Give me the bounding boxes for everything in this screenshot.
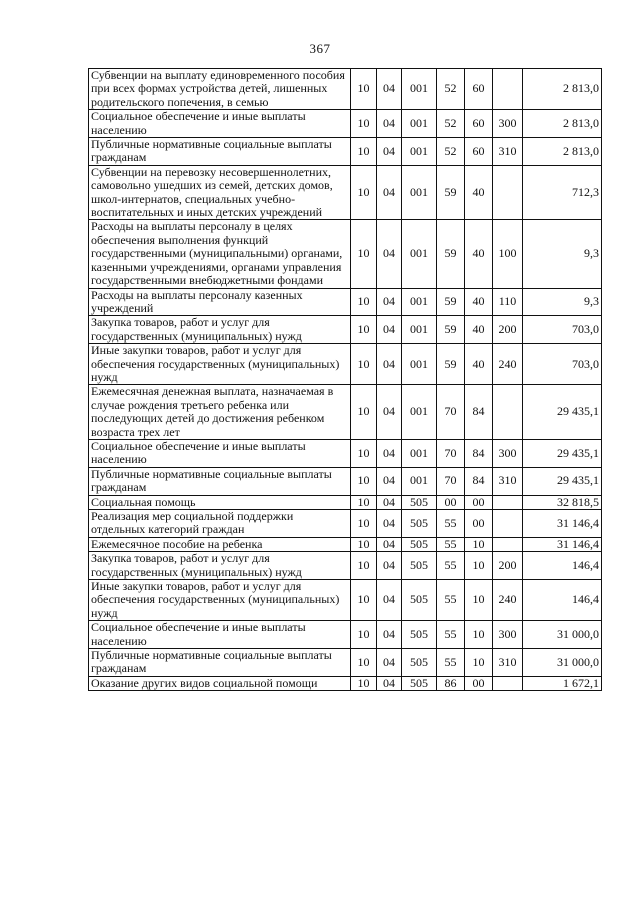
expense-name: Расходы на выплаты персоналу в целях обеспечения выполнения функций государственными (муниципальными) органами, казенными учреждениями, органами управления государственными внебюджетными фондами [89, 220, 351, 288]
target-article-code-3: 10 [465, 621, 493, 649]
expense-type-code: 300 [493, 621, 523, 649]
target-article-code-1: 505 [402, 676, 437, 690]
table-row [89, 621, 602, 649]
target-article-code-2: 52 [437, 138, 465, 166]
target-article-code-3: 40 [465, 316, 493, 344]
target-article-code-2: 70 [437, 467, 465, 495]
amount: 703,0 [523, 344, 602, 385]
section-code: 10 [351, 467, 377, 495]
table-row [89, 385, 602, 440]
expense-name: Публичные нормативные социальные выплаты гражданам [89, 649, 351, 677]
table-row [89, 110, 602, 138]
subsection-code: 04 [377, 580, 402, 621]
target-article-code-3: 84 [465, 439, 493, 467]
expense-type-code: 110 [493, 288, 523, 316]
subsection-code: 04 [377, 165, 402, 220]
target-article-code-1: 505 [402, 649, 437, 677]
section-code: 10 [351, 138, 377, 166]
target-article-code-3: 60 [465, 110, 493, 138]
section-code: 10 [351, 580, 377, 621]
table-row [89, 510, 602, 538]
target-article-code-2: 55 [437, 552, 465, 580]
table-row [89, 676, 602, 690]
expense-name: Социальное обеспечение и иные выплаты населению [89, 110, 351, 138]
expense-type-code [493, 676, 523, 690]
expense-name: Закупка товаров, работ и услуг для государственных (муниципальных) нужд [89, 552, 351, 580]
expense-type-code: 240 [493, 344, 523, 385]
expense-type-code: 240 [493, 580, 523, 621]
table-row [89, 552, 602, 580]
subsection-code: 04 [377, 316, 402, 344]
target-article-code-1: 505 [402, 580, 437, 621]
target-article-code-2: 86 [437, 676, 465, 690]
subsection-code: 04 [377, 138, 402, 166]
target-article-code-1: 001 [402, 385, 437, 440]
table-row [89, 138, 602, 166]
expense-type-code [493, 537, 523, 551]
section-code: 10 [351, 649, 377, 677]
target-article-code-1: 505 [402, 495, 437, 509]
amount: 31 000,0 [523, 621, 602, 649]
section-code: 10 [351, 676, 377, 690]
target-article-code-1: 001 [402, 110, 437, 138]
target-article-code-1: 001 [402, 69, 437, 110]
section-code: 10 [351, 621, 377, 649]
page-number: 367 [309, 41, 331, 56]
expense-name: Иные закупки товаров, работ и услуг для обеспечения государственных (муниципальных) нужд [89, 344, 351, 385]
table-row [89, 580, 602, 621]
amount: 712,3 [523, 165, 602, 220]
table-row [89, 316, 602, 344]
subsection-code: 04 [377, 495, 402, 509]
subsection-code: 04 [377, 676, 402, 690]
target-article-code-3: 40 [465, 344, 493, 385]
subsection-code: 04 [377, 220, 402, 288]
table-body [89, 69, 602, 691]
target-article-code-3: 10 [465, 552, 493, 580]
expense-type-code [493, 69, 523, 110]
section-code: 10 [351, 510, 377, 538]
target-article-code-2: 70 [437, 439, 465, 467]
subsection-code: 04 [377, 467, 402, 495]
target-article-code-3: 00 [465, 495, 493, 509]
expense-name: Оказание других видов социальной помощи [89, 676, 351, 690]
expense-name: Социальная помощь [89, 495, 351, 509]
target-article-code-1: 505 [402, 510, 437, 538]
amount: 29 435,1 [523, 467, 602, 495]
budget-table [88, 68, 602, 691]
expense-type-code [493, 385, 523, 440]
subsection-code: 04 [377, 537, 402, 551]
amount: 703,0 [523, 316, 602, 344]
section-code: 10 [351, 537, 377, 551]
table-row [89, 344, 602, 385]
expense-name: Субвенции на перевозку несовершеннолетних, самовольно ушедших из семей, детских домов, школ-интернатов, специальных учебно-воспитательных и иных детских учреждений [89, 165, 351, 220]
target-article-code-3: 40 [465, 220, 493, 288]
target-article-code-2: 55 [437, 580, 465, 621]
target-article-code-2: 00 [437, 495, 465, 509]
target-article-code-2: 59 [437, 288, 465, 316]
section-code: 10 [351, 439, 377, 467]
expense-name: Социальное обеспечение и иные выплаты населению [89, 621, 351, 649]
target-article-code-2: 52 [437, 69, 465, 110]
expense-name: Реализация мер социальной поддержки отдельных категорий граждан [89, 510, 351, 538]
target-article-code-3: 10 [465, 537, 493, 551]
target-article-code-1: 001 [402, 439, 437, 467]
amount: 2 813,0 [523, 138, 602, 166]
target-article-code-3: 84 [465, 467, 493, 495]
expense-name: Социальное обеспечение и иные выплаты населению [89, 439, 351, 467]
amount: 31 000,0 [523, 649, 602, 677]
expense-type-code: 310 [493, 649, 523, 677]
target-article-code-3: 84 [465, 385, 493, 440]
expense-name: Публичные нормативные социальные выплаты гражданам [89, 138, 351, 166]
expense-name: Ежемесячное пособие на ребенка [89, 537, 351, 551]
amount: 2 813,0 [523, 69, 602, 110]
target-article-code-3: 60 [465, 138, 493, 166]
subsection-code: 04 [377, 344, 402, 385]
expense-name: Закупка товаров, работ и услуг для государственных (муниципальных) нужд [89, 316, 351, 344]
amount: 146,4 [523, 552, 602, 580]
target-article-code-1: 001 [402, 344, 437, 385]
expense-name: Расходы на выплаты персоналу казенных учреждений [89, 288, 351, 316]
section-code: 10 [351, 165, 377, 220]
expense-type-code: 100 [493, 220, 523, 288]
section-code: 10 [351, 495, 377, 509]
target-article-code-1: 001 [402, 220, 437, 288]
target-article-code-2: 55 [437, 621, 465, 649]
expense-type-code: 200 [493, 552, 523, 580]
expense-name: Субвенции на выплату единовременного пособия при всех формах устройства детей, лишенных родительского попечения, в семью [89, 69, 351, 110]
target-article-code-1: 505 [402, 621, 437, 649]
target-article-code-1: 505 [402, 537, 437, 551]
amount: 9,3 [523, 288, 602, 316]
target-article-code-2: 59 [437, 220, 465, 288]
section-code: 10 [351, 316, 377, 344]
section-code: 10 [351, 552, 377, 580]
expense-type-code: 310 [493, 138, 523, 166]
subsection-code: 04 [377, 621, 402, 649]
table-row [89, 220, 602, 288]
amount: 31 146,4 [523, 537, 602, 551]
subsection-code: 04 [377, 110, 402, 138]
target-article-code-2: 59 [437, 344, 465, 385]
expense-name: Ежемесячная денежная выплата, назначаемая в случае рождения третьего ребенка или последующих детей до достижения ребенком возраста трех лет [89, 385, 351, 440]
target-article-code-2: 59 [437, 316, 465, 344]
amount: 29 435,1 [523, 385, 602, 440]
amount: 32 818,5 [523, 495, 602, 509]
expense-type-code [493, 495, 523, 509]
subsection-code: 04 [377, 439, 402, 467]
subsection-code: 04 [377, 288, 402, 316]
target-article-code-1: 001 [402, 467, 437, 495]
expense-name: Публичные нормативные социальные выплаты гражданам [89, 467, 351, 495]
amount: 2 813,0 [523, 110, 602, 138]
target-article-code-1: 001 [402, 316, 437, 344]
amount: 9,3 [523, 220, 602, 288]
target-article-code-3: 10 [465, 649, 493, 677]
table-row [89, 69, 602, 110]
target-article-code-3: 60 [465, 69, 493, 110]
table-row [89, 537, 602, 551]
section-code: 10 [351, 288, 377, 316]
section-code: 10 [351, 344, 377, 385]
target-article-code-1: 001 [402, 138, 437, 166]
amount: 29 435,1 [523, 439, 602, 467]
amount: 146,4 [523, 580, 602, 621]
subsection-code: 04 [377, 510, 402, 538]
target-article-code-2: 55 [437, 537, 465, 551]
table-row [89, 649, 602, 677]
target-article-code-3: 00 [465, 676, 493, 690]
target-article-code-2: 55 [437, 649, 465, 677]
target-article-code-3: 00 [465, 510, 493, 538]
table-row [89, 495, 602, 509]
expense-type-code: 200 [493, 316, 523, 344]
subsection-code: 04 [377, 385, 402, 440]
subsection-code: 04 [377, 69, 402, 110]
expense-type-code: 300 [493, 110, 523, 138]
target-article-code-2: 55 [437, 510, 465, 538]
target-article-code-2: 70 [437, 385, 465, 440]
section-code: 10 [351, 69, 377, 110]
subsection-code: 04 [377, 552, 402, 580]
table-row [89, 439, 602, 467]
target-article-code-2: 59 [437, 165, 465, 220]
subsection-code: 04 [377, 649, 402, 677]
table-row [89, 288, 602, 316]
amount: 31 146,4 [523, 510, 602, 538]
table-row [89, 165, 602, 220]
target-article-code-3: 40 [465, 165, 493, 220]
section-code: 10 [351, 110, 377, 138]
target-article-code-3: 40 [465, 288, 493, 316]
target-article-code-1: 001 [402, 165, 437, 220]
target-article-code-3: 10 [465, 580, 493, 621]
table-row [89, 467, 602, 495]
target-article-code-1: 001 [402, 288, 437, 316]
target-article-code-1: 505 [402, 552, 437, 580]
section-code: 10 [351, 220, 377, 288]
amount: 1 672,1 [523, 676, 602, 690]
section-code: 10 [351, 385, 377, 440]
expense-type-code [493, 165, 523, 220]
expense-name: Иные закупки товаров, работ и услуг для обеспечения государственных (муниципальных) нужд [89, 580, 351, 621]
target-article-code-2: 52 [437, 110, 465, 138]
expense-type-code [493, 510, 523, 538]
expense-type-code: 310 [493, 467, 523, 495]
expense-type-code: 300 [493, 439, 523, 467]
